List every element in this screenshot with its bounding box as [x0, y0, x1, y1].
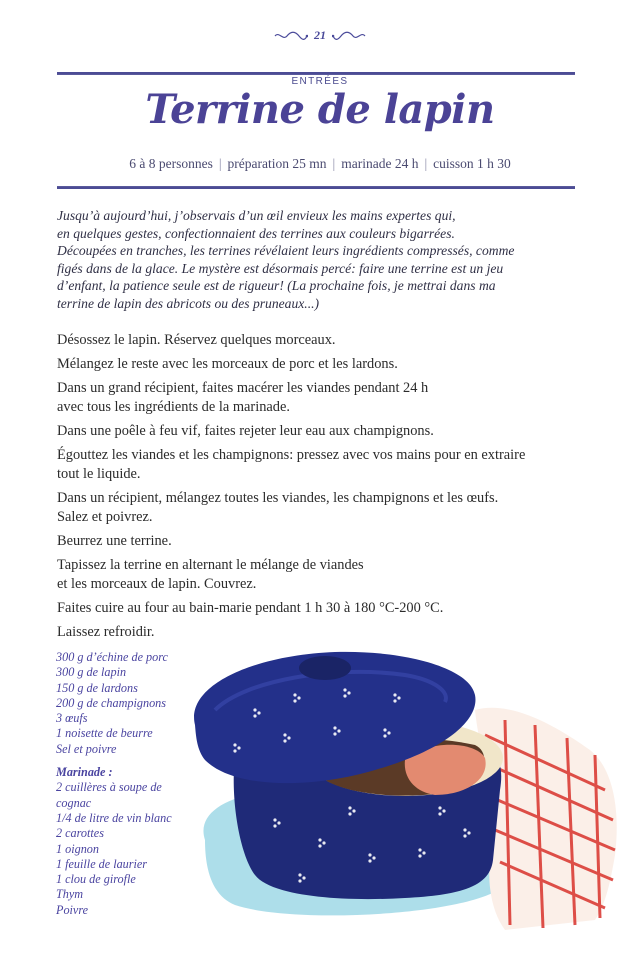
step-text: Égouttez les viandes et les champignons: pressez avec vos mains pour en extraire: [57, 447, 526, 463]
intro-line: en quelques gestes, confectionnaient des terrines aux couleurs bigarrées.: [57, 225, 455, 241]
header-top-rule: [57, 72, 575, 75]
intro-line: terrine de lapin des abricots ou des pruneaux...): [57, 295, 320, 311]
step-text: Désossez le lapin. Réservez quelques morceaux.: [57, 332, 336, 348]
recipe-meta: [0, 156, 640, 172]
marinade-item: Poivre: [56, 902, 89, 917]
ingredient-item: 150 g de lardons: [56, 680, 138, 695]
step-text: Dans une poêle à feu vif, faites rejeter leur eau aux champignons.: [57, 423, 434, 439]
step-text: avec tous les ingrédients de la marinade.: [57, 399, 290, 415]
step-text: Faites cuire au four au bain-marie pendant 1 h 30 à 180 °C-200 °C.: [57, 600, 444, 616]
step-text: Dans un récipient, mélangez toutes les viandes, les champignons et les œufs.: [57, 490, 499, 506]
ingredients-list: [56, 650, 196, 918]
step-3: [57, 379, 597, 417]
ingredient-item: 300 g de lapin: [56, 665, 127, 680]
marinade-item: 2 cuillères à soupe de: [56, 780, 162, 795]
step-text: Laissez refroidir.: [57, 624, 155, 640]
marinade-item: 1 clou de girofle: [56, 872, 136, 887]
recipe-steps: [57, 331, 597, 647]
right-flourish-icon: [332, 31, 366, 41]
step-text: Beurrez une terrine.: [57, 533, 172, 549]
section-label-text: ENTRÉES: [283, 76, 356, 87]
ingredient-item: 1 noisette de beurre: [56, 726, 153, 741]
intro-line: Découpées en tranches, les terrines révélaient leurs ingrédients compressés, comme: [57, 243, 515, 258]
intro-paragraph: [57, 207, 587, 312]
meta-cooking: cuisson 1 h 30: [433, 156, 511, 171]
marinade-item: 1 feuille de laurier: [56, 856, 148, 871]
page-number-header: [0, 28, 640, 43]
marinade-item: 1 oignon: [56, 841, 99, 856]
step-text: Salez et poivrez.: [57, 509, 153, 525]
ingredient-item: 300 g d’échine de porc: [56, 650, 168, 664]
step-text: tout le liquide.: [57, 466, 141, 482]
meta-separator: |: [218, 156, 222, 171]
intro-line: figés dans de la glace. Le mystère est désormais percé: faire une terrine est un jeu: [57, 260, 504, 276]
step-9: [57, 599, 597, 618]
step-text: Dans un grand récipient, faites macérer les viandes pendant 24 h: [57, 380, 429, 396]
meta-separator: |: [332, 156, 336, 171]
step-text: et les morceaux de lapin. Couvrez.: [57, 576, 257, 592]
step-5: [57, 446, 597, 484]
ingredient-item: Sel et poivre: [56, 741, 117, 756]
meta-separator: |: [424, 156, 428, 171]
step-6: [57, 489, 597, 527]
meta-preparation: préparation 25 mn: [227, 156, 327, 171]
marinade-item: cognac: [56, 795, 92, 810]
step-text: Mélangez le reste avec les morceaux de porc et les lardons.: [57, 356, 398, 372]
marinade-item: 1/4 de litre de vin blanc: [56, 810, 172, 825]
marinade-item: Thym: [56, 887, 84, 902]
step-1: [57, 331, 597, 350]
step-text: Tapissez la terrine en alternant le mélange de viandes: [57, 557, 364, 573]
step-4: [57, 422, 597, 441]
marinade-heading: Marinade :: [56, 765, 113, 780]
intro-line: d’enfant, la patience seule est de rigueur! (La prochaine fois, je mettrai dans ma: [57, 278, 496, 293]
marinade-item: 2 carottes: [56, 826, 104, 841]
terrine-pot-illustration: [175, 640, 640, 930]
step-8: [57, 556, 597, 594]
step-2: [57, 355, 597, 374]
left-flourish-icon: [274, 31, 308, 41]
meta-marinade: marinade 24 h: [341, 156, 419, 171]
ingredient-item: 200 g de champignons: [56, 695, 167, 710]
recipe-title: Terrine de lapin: [145, 86, 495, 133]
header-bottom-rule: [57, 186, 575, 189]
page-number: 21: [314, 28, 326, 42]
ingredient-item: 3 œufs: [56, 711, 88, 726]
step-7: [57, 532, 597, 551]
meta-servings: 6 à 8 personnes: [129, 156, 213, 171]
intro-line: Jusqu’à aujourd’hui, j’observais d’un œil envieux les mains expertes qui,: [57, 208, 456, 223]
